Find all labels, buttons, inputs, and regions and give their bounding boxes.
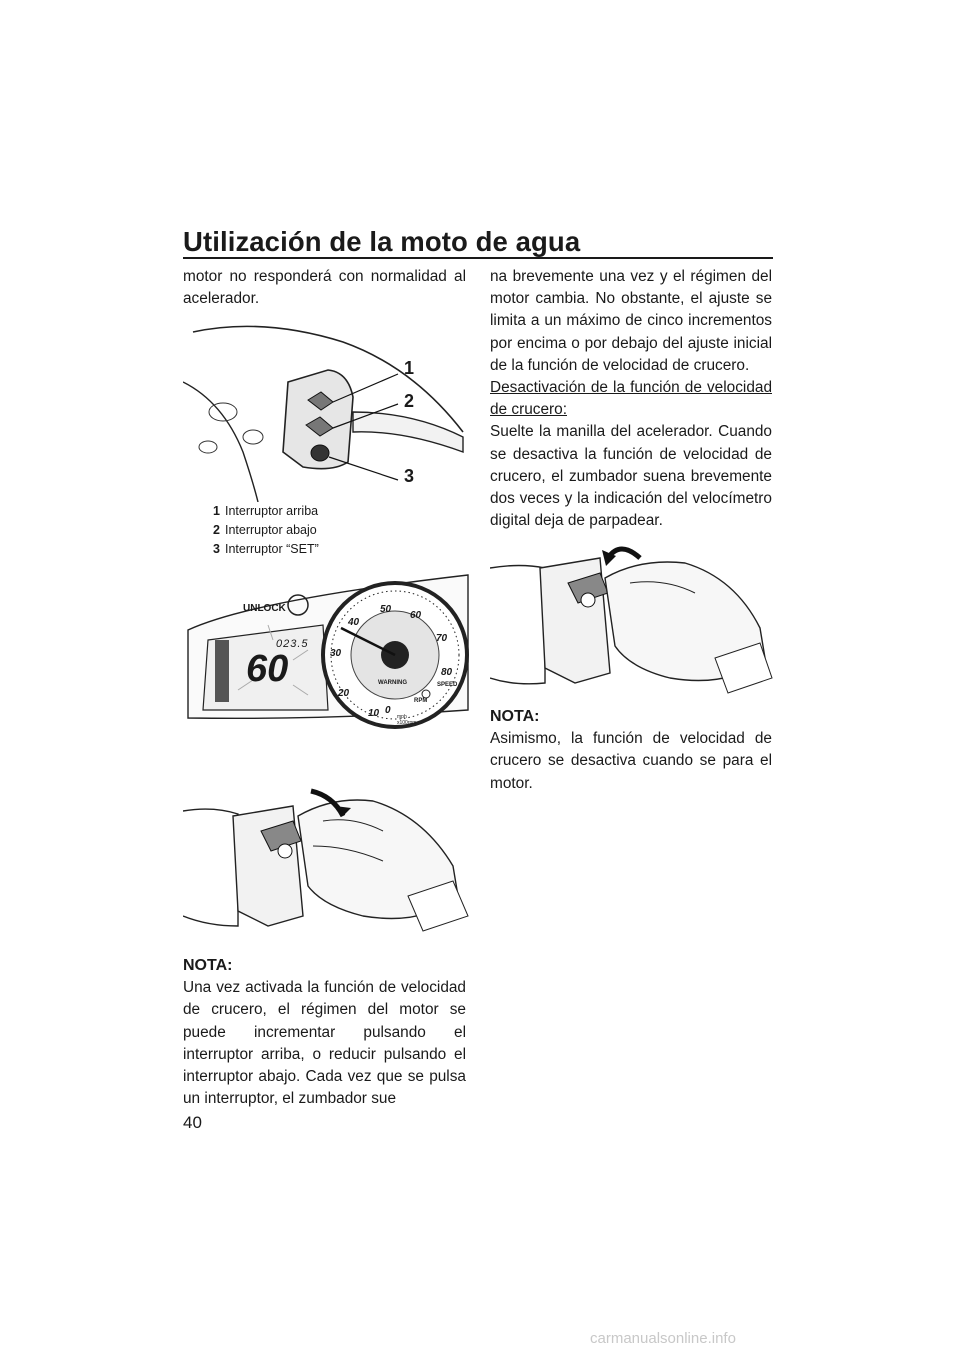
legend-item: 3 Interruptor “SET” — [213, 542, 319, 556]
throttle-release-illustration — [490, 528, 775, 703]
nota-heading: NOTA: — [490, 708, 540, 725]
warning-label: WARNING — [378, 680, 407, 686]
rpm-label: RPM — [414, 698, 428, 704]
tick-label: 40 — [348, 617, 360, 628]
subheading: Desactivación de la función de velocidad de crucero: — [490, 379, 772, 419]
nota-text: Asimismo, la función de velocidad de crucero se desactiva cuando se para el motor. — [490, 730, 772, 792]
nota-block-right — [490, 706, 772, 795]
tick-label: 30 — [330, 648, 342, 659]
gauge-cluster-illustration — [183, 570, 473, 750]
tick-label: 20 — [338, 688, 350, 699]
callout-3: 3 — [404, 466, 415, 486]
unlock-label: UNLOCK — [243, 603, 286, 614]
tick-label: 0 — [385, 705, 391, 716]
tick-label: 50 — [380, 604, 392, 615]
nota-block-left — [183, 955, 466, 1110]
tick-label: 10 — [368, 708, 380, 719]
throttle-hand-illustration — [183, 776, 473, 946]
nota-heading: NOTA: — [183, 957, 233, 974]
intro-paragraph: motor no responderá con normalidad al acelerador. — [183, 268, 466, 308]
right-column-text — [490, 266, 772, 532]
nota-text: Una vez activada la función de velocidad de crucero, el régimen del motor se puede incrementar pulsando el interruptor arriba, o reducir pulsando el interruptor abajo. Cada vez que se pulsa un interruptor, el zumbador sue — [183, 979, 466, 1108]
tick-label: 60 — [410, 610, 422, 621]
callout-1: 1 — [404, 358, 415, 378]
tick-label: 80 — [441, 667, 453, 678]
page-number: 40 — [183, 1113, 202, 1132]
digital-speed: 60 — [246, 648, 289, 690]
speed-label: SPEED — [437, 682, 458, 688]
tick-label: 70 — [436, 633, 448, 644]
paragraph: Suelte la manilla del acelerador. Cuando se desactiva la función de velocidad de crucero, el zumbador suena brevemente dos veces y la indicación del velocímetro digital deja de parpadear. — [490, 423, 772, 530]
callout-2: 2 — [404, 391, 415, 411]
trip-readout: 023.5 — [276, 638, 309, 650]
legend-item: 2 Interruptor abajo — [213, 523, 317, 537]
paragraph: na brevemente una vez y el régimen del motor cambia. No obstante, el ajuste se limita a un máximo de cinco incrementos por encima o por debajo del ajuste inicial de la función de velocidad de crucero. — [490, 268, 772, 374]
watermark[interactable]: carmanualsonline.info — [590, 1330, 736, 1347]
handlebar-switch-illustration — [183, 312, 473, 502]
page-title: Utilización de la moto de agua — [183, 226, 581, 257]
header-rule — [183, 257, 773, 259]
figure-legend — [213, 502, 319, 559]
legend-item: 1 Interruptor arriba — [213, 504, 319, 518]
unit-label: mph x100rpm — [397, 714, 417, 726]
